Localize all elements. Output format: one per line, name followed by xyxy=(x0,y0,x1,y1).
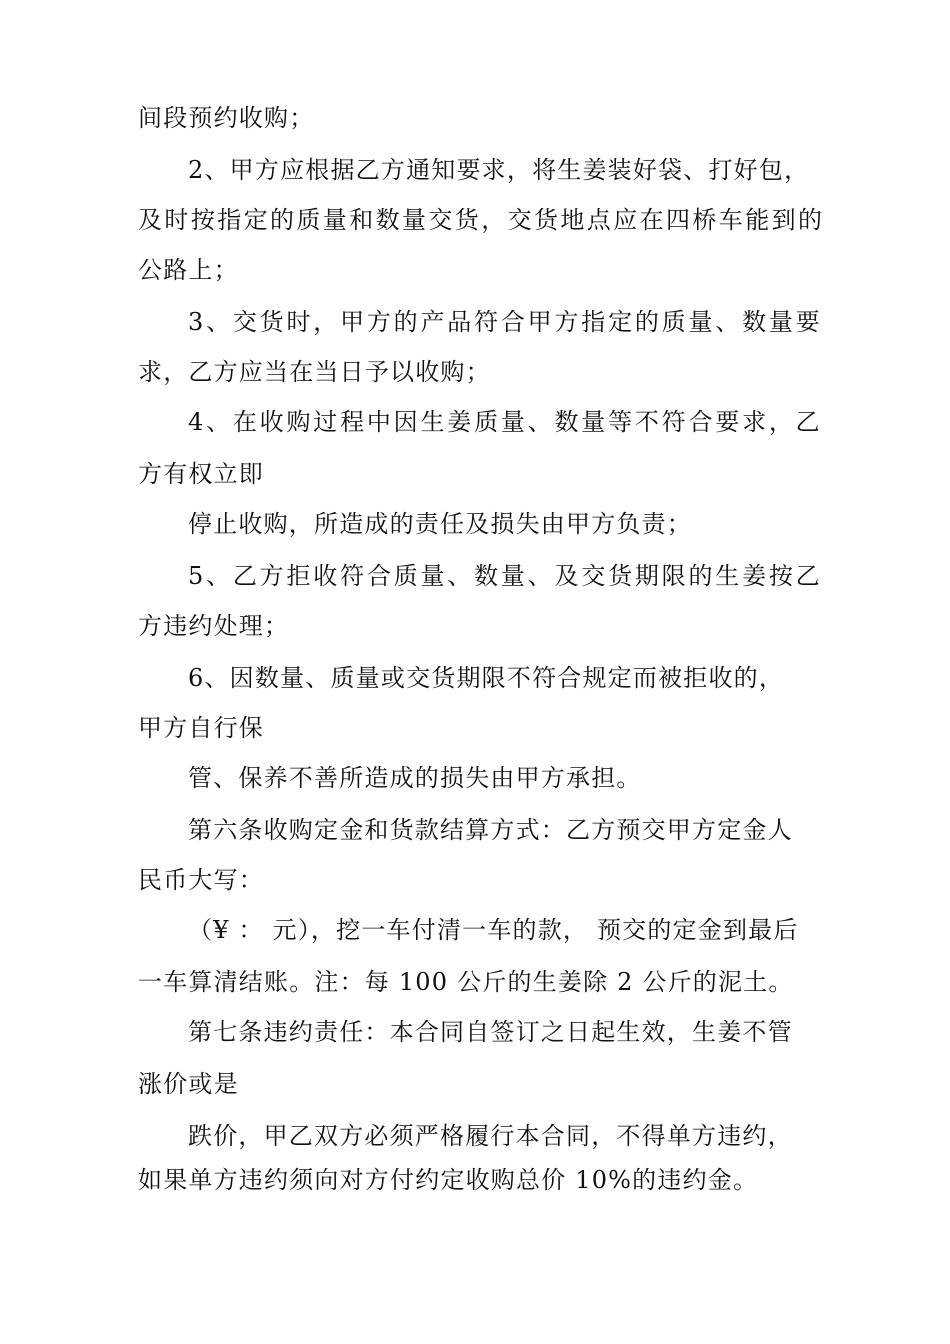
text-line: （¥ ： 元），挖一车付清一车的款， 预交的定金到最后 xyxy=(188,916,799,944)
text-line: 涨价或是 xyxy=(138,1070,239,1098)
text-line: 求，乙方应当在当日予以收购； xyxy=(138,358,491,386)
text-line: 间段预约收购； xyxy=(138,104,315,132)
text-line: 方有权立即 xyxy=(138,460,264,488)
text-line: 停止收购，所造成的责任及损失由甲方负责； xyxy=(188,510,692,538)
text-line: 6、因数量、质量或交货期限不符合规定而被拒收的， xyxy=(188,664,785,692)
text-line: 5、乙方拒收符合质量、数量、及交货期限的生姜按乙 xyxy=(188,562,823,590)
text-line: 民币大写： xyxy=(138,866,264,894)
text-line: 4、在收购过程中因生姜质量、数量等不符合要求，乙 xyxy=(188,408,823,436)
text-line: 公路上； xyxy=(138,256,239,284)
text-line: 第七条违约责任：本合同自签订之日起生效，生姜不管 xyxy=(188,1018,793,1046)
text-line: 方违约处理； xyxy=(138,612,290,640)
text-line: 甲方自行保 xyxy=(138,714,264,742)
text-line: 如果单方违约须向对方付约定收购总价 10%的违约金。 xyxy=(138,1166,759,1194)
text-line: 一车算清结账。注：每 100 公斤的生姜除 2 公斤的泥土。 xyxy=(138,968,794,996)
text-line: 管、保养不善所造成的损失由甲方承担。 xyxy=(188,764,642,792)
text-line: 3、交货时，甲方的产品符合甲方指定的质量、数量要 xyxy=(188,308,823,336)
text-line: 跌价，甲乙双方必须严格履行本合同，不得单方违约， xyxy=(188,1122,793,1150)
text-line: 第六条收购定金和货款结算方式：乙方预交甲方定金人 xyxy=(188,816,793,844)
text-line: 及时按指定的质量和数量交货，交货地点应在四桥车能到的 xyxy=(138,206,825,234)
text-line: 2、甲方应根据乙方通知要求，将生姜装好袋、打好包， xyxy=(188,156,810,184)
